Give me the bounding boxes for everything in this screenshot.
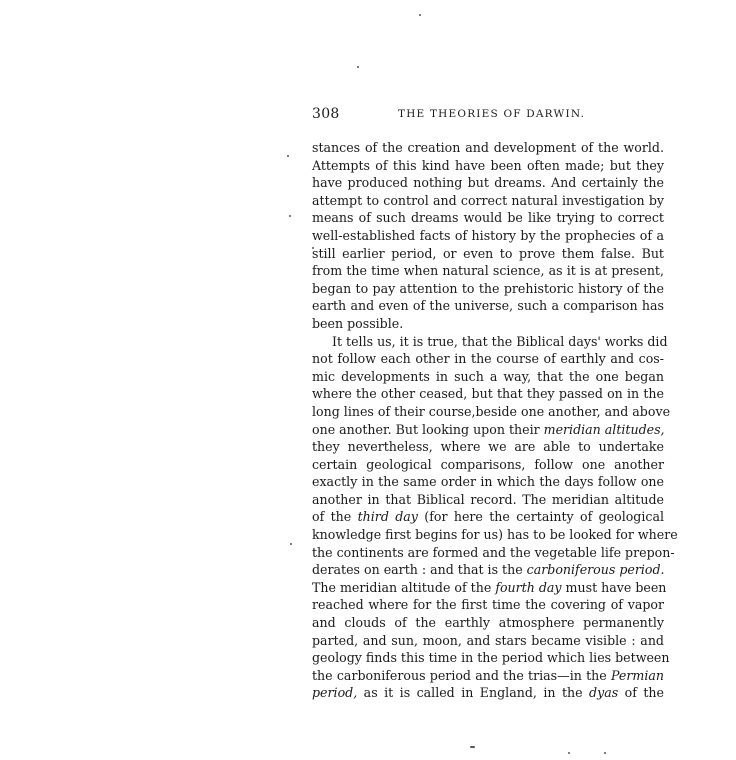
italic-phrase: third day [357,509,418,525]
print-speck [287,155,289,157]
text-line: not follow each other in the course of earthly and cos- [312,351,664,367]
italic-phrase: fourth day [495,579,562,595]
text-run: one another. But looking upon their [312,421,544,437]
print-speck [290,543,292,545]
text-line [312,561,664,579]
text-line: the continents are formed and the vegetable life prepon- [312,544,675,560]
text-line: they nevertheless, where we are able to undertake [312,439,664,455]
text-line: from the time when natural science, as it is at present, [312,263,664,279]
italic-phrase: Permian [611,667,664,683]
text-line: and clouds of the earthly atmosphere permanently [312,615,664,631]
text-line: certain geological comparisons, follow one another [312,456,664,472]
text-line: It tells us, it is true, that the Biblical days' works did [332,333,668,349]
text-line [312,508,664,526]
text-line [312,684,664,702]
text-line: long lines of their course,beside one another, and above [312,403,671,419]
text-run: the carboniferous period and the trias—in the [312,667,612,683]
print-speck [568,752,570,754]
text-line: well-established facts of history by the prophecies of a [312,227,664,243]
text-line [312,421,664,439]
italic-phrase: carboniferous period. [526,562,665,578]
text-line: mic developments in such a way, that the one began [312,368,664,384]
text-line [312,579,667,597]
text-run: of the [312,509,358,525]
running-head: THE THEORIES OF DARWIN. [398,108,586,120]
text-line: have produced nothing but dreams. And certainly the [312,175,664,191]
text-line: attempt to control and correct natural investigation by [312,192,664,208]
text-run: of the [618,685,664,701]
text-line: earth and even of the universe, such a comparison has [312,298,664,314]
print-speck [419,14,421,16]
text-run: (for here the certainty of geological [417,509,664,525]
text-run: The meridian altitude of the [312,579,496,595]
text-line: geology finds this time in the period which lies between [312,650,670,666]
page-number: 308 [312,106,340,122]
text-line: parted, and sun, moon, and stars became visible : and [312,632,664,648]
text-run: derates on earth : and that is the [312,562,527,578]
print-speck [289,215,291,217]
text-line: knowledge first begins for us) has to be looked for where [312,527,678,543]
text-line: began to pay attention to the prehistoric history of the [312,280,664,296]
print-speck [357,66,359,68]
italic-phrase: period, [312,685,358,701]
print-speck [470,746,475,748]
text-line: Attempts of this kind have been often made; but they [312,157,664,173]
text-line: been possible. [312,315,404,331]
italic-phrase: dyas [589,685,619,701]
text-line: another in that Biblical record. The meridian altitude [312,491,664,507]
text-line: reached where for the first time the covering of vapor [312,597,664,613]
text-line: stances of the creation and development of the world. [312,140,664,155]
text-run: must have been [561,579,667,595]
text-line [312,667,664,685]
italic-phrase: meridian altitudes, [543,421,665,437]
text-line: exactly in the same order in which the days follow one [312,474,664,490]
body-text [312,139,678,702]
page-header [312,106,664,126]
text-line: means of such dreams would be like trying to correct [312,210,664,226]
text-line: still earlier period, or even to prove them false. But [312,245,664,261]
text-run: as it is called in England, in the [357,685,590,701]
text-line: where the other ceased, but that they passed on in the [312,386,664,402]
print-speck [604,752,606,754]
